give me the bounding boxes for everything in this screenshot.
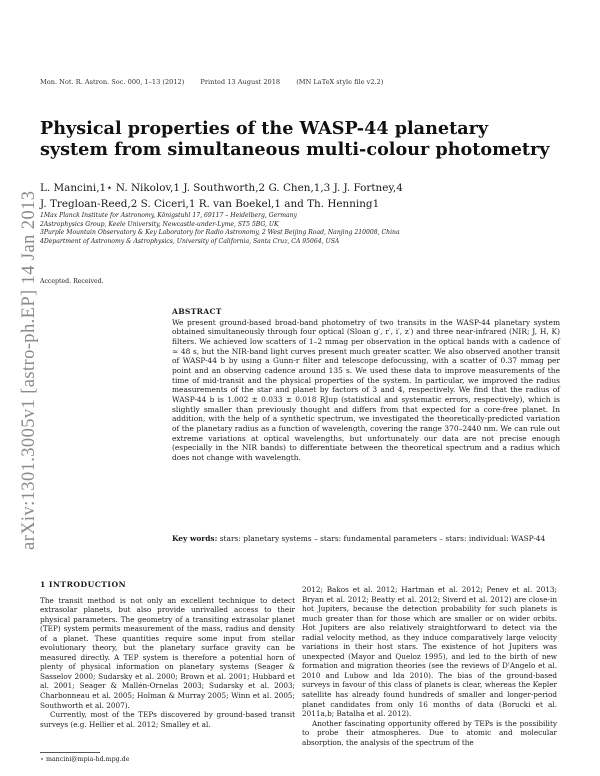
style-file: (MN LaTeX style file v2.2) bbox=[296, 78, 384, 86]
arxiv-stamp: arXiv:1301.3005v1 [astro-ph.EP] 14 Jan 2013 bbox=[19, 190, 39, 550]
authors-line-2: J. Tregloan-Reed,2 S. Ciceri,1 R. van Boekel,1 and Th. Henning1 bbox=[40, 198, 380, 210]
accepted-note: Accepted. Received. bbox=[40, 278, 104, 285]
section-heading: 1 INTRODUCTION bbox=[40, 580, 127, 589]
paper-title: Physical properties of the WASP-44 planetary system from simultaneous multi-colour photometry bbox=[40, 118, 550, 160]
intro-paragraph-3: 2012; Bakos et al. 2012; Hartman et al. 2012; Penev et al. 2013; Bryan et al. 2012; Beatty et al. 2012; Siverd et al. 2012) are close-in hot Jupiters, because the detection probability for such planets is much greater than for those which are smaller or on wider orbits. Hot Jupiters are also relatively straightforward to detect via the radial velocity method, as they induce comparatively large velocity variations in their host stars. The existence of hot Jupiters was unexpected (Mayor and Queloz 1995), and led to the birth of new formation and migration theories (see the reviews of D'Angelo et al. 2010 and Lubow and Ida 2010). The bias of the ground-based surveys in favour of this class of planets is clear, whereas the Kepler satellite has already found hundreds of smaller and longer-period planet candidates from only 16 months of data (Borucki et al. 2011a,b; Batalha et al. 2012). bbox=[302, 585, 557, 719]
running-header bbox=[40, 78, 397, 86]
affiliation-3: 3Purple Mountain Observatory & Key Laboratory for Radio Astronomy, 2 West Beijing Road, Nanjing 210008, China bbox=[40, 229, 400, 237]
intro-paragraph-4: Another fascinating opportunity offered by TEPs is the possibility to probe their atmospheres. Due to atomic and molecular absorption, the analysis of the spectrum of the bbox=[302, 718, 557, 747]
affiliations bbox=[40, 212, 580, 246]
affiliation-2: 2Astrophysics Group, Keele University, Newcastle-under-Lyme, ST5 5BG, UK bbox=[40, 220, 279, 228]
printed-date: Printed 13 August 2018 bbox=[200, 78, 281, 86]
abstract bbox=[172, 307, 560, 463]
footnote-email: ⋆ mancini@mpia-hd.mpg.de bbox=[40, 756, 130, 763]
author-list bbox=[40, 180, 580, 212]
keywords-text: stars: planetary systems – stars: fundamental parameters – stars: individual: WASP-44 bbox=[219, 534, 546, 543]
affiliation-1: 1Max Planck Institute for Astronomy, Königstuhl 17, 69117 – Heidelberg, Germany bbox=[40, 212, 297, 219]
intro-paragraph-2: Currently, most of the TEPs discovered by ground-based transit surveys (e.g. Hellier et al. 2012; Smalley et al. bbox=[40, 710, 295, 729]
keywords bbox=[172, 534, 560, 544]
abstract-heading: ABSTRACT bbox=[172, 307, 222, 316]
journal-citation: Mon. Not. R. Astron. Soc. 000, 1–13 (2012) bbox=[40, 78, 185, 86]
affiliation-4: 4Department of Astronomy & Astrophysics, University of California, Santa Cruz, CA 95064, USA bbox=[40, 237, 340, 245]
footnote-rule bbox=[40, 752, 100, 753]
intro-right-column bbox=[302, 585, 557, 747]
intro-left-column bbox=[40, 580, 295, 729]
keywords-label: Key words: bbox=[172, 534, 218, 543]
intro-paragraph-1: The transit method is not only an excellent technique to detect extrasolar planets, but also provide unrivalled access to their physical parameters. The geometry of a transiting extrasolar planet (TEP) system permits measurement of the mass, radius and density of a planet. These quantities require some input from stellar evolutionary theory, but the planetary surface gravity can be measured directly. A TEP system is therefore a potential horn of plenty of physical information on planetary systems (Seager & Sasselov 2000; Sudarsky et al. 2000; Brown et al. 2001; Hubbard et al. 2001; Seager & Mallén-Ornelas 2003; Sudarsky et al. 2003; Charbonneau et al. 2005; Holman & Murray 2005; Winn et al. 2005; Southworth et al. 2007). bbox=[40, 595, 295, 710]
abstract-text: We present ground-based broad-band photometry of two transits in the WASP-44 planetary system obtained simultaneously through four optical (Sloan g′, r′, i′, z′) and three near-infrared (NIR; J, H, K) filters. We achieved low scatters of 1–2 mmag per observation in the optical bands with a cadence of ≈ 48 s, but the NIR-band light curves present much greater scatter. We also observed another transit of WASP-44 b by using a Gunn-r filter and telescope defocussing, with a scatter of 0.37 mmag per point and an observing cadence around 135 s. We used these data to improve measurements of the time of mid-transit and the physical properties of the system. In particular, we improved the radius measurements of the star and planet by factors of 3 and 4, respectively. We find that the radius of WASP-44 b is 1.002 ± 0.033 ± 0.018 RJup (statistical and systematic errors, respectively), which is slightly smaller than previously thought and differs from that expected for a core-free planet. In addition, with the help of a synthetic spectrum, we investigated the theoretically-predicted variation of the planetary radius as a function of wavelength, covering the range 370–2440 nm. We can rule out extreme variations at optical wavelengths, but unfortunately our data are not precise enough (especially in the NIR bands) to differentiate between the theoretical spectrum and a radius which does not change with wavelength. bbox=[172, 317, 560, 462]
authors-line-1: L. Mancini,1⋆ N. Nikolov,1 J. Southworth,2 G. Chen,1,3 J. J. Fortney,4 bbox=[40, 182, 403, 194]
